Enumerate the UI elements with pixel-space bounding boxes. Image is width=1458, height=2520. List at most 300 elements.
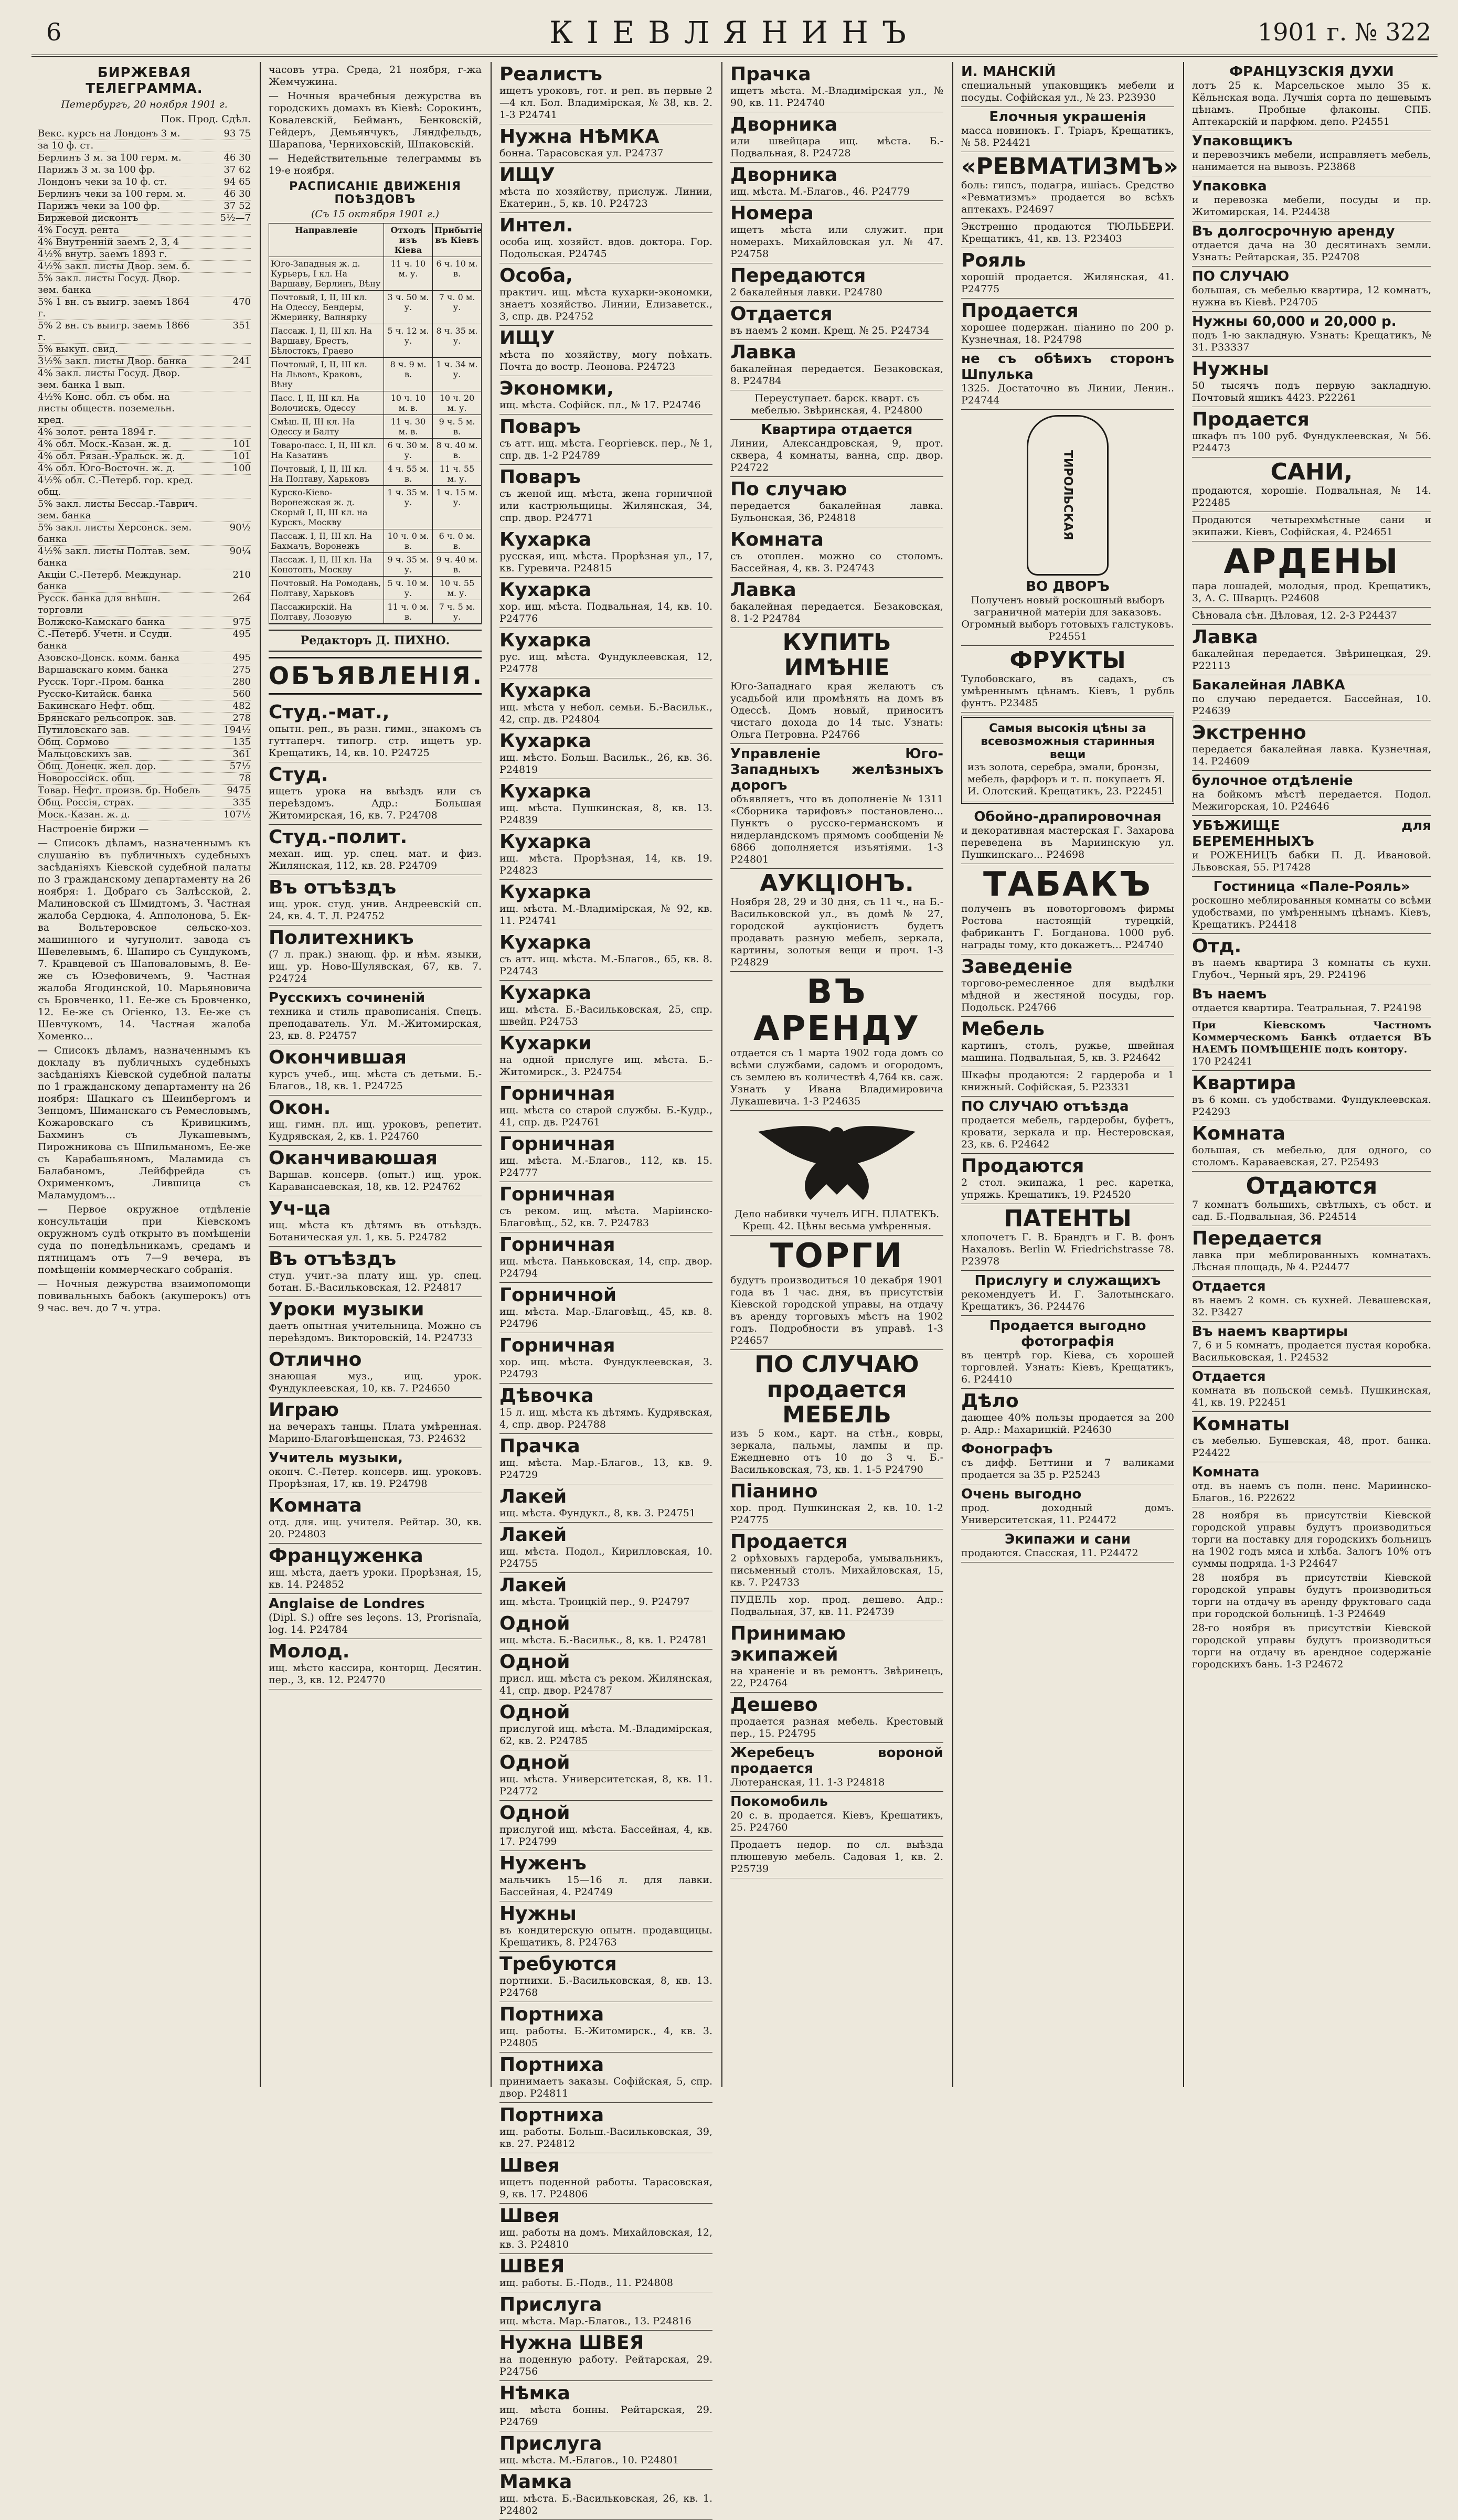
ad-text: опытн. реп., въ разн. гимн., знакомъ съ гуттаперч. типогр. стр. ищетъ ур. Крещатикъ, 14, кв. 10. Р24725 xyxy=(269,723,482,759)
classified-ad xyxy=(499,981,712,1031)
exchange-label: 4% обл. Моск.-Казан. ж. д. xyxy=(38,439,172,450)
exchange-row xyxy=(38,188,251,200)
classified-ad xyxy=(499,880,712,930)
exchange-row xyxy=(38,700,251,713)
train-arrival: 9 ч. 5 м. в. xyxy=(439,417,475,437)
consultation-notice: — Первое окружное отдѣленіе консультаціи при Кіевскомъ окружномъ судѣ открыто въ помѣщеніи суда по понедѣльникамъ, средамъ и пятницамъ отъ 7—9 вечера, въ помѣщеніи коммерческаго собранія. xyxy=(38,1204,251,1275)
timetable-subtitle: (Съ 15 октября 1901 г.) xyxy=(311,208,440,220)
ad-headline: Отлично xyxy=(269,1349,362,1370)
ad-headline: Кухарки xyxy=(499,1033,592,1054)
ad-text: съ атт. ищ. мѣста. М.-Благов., 65, кв. 8. Р24743 xyxy=(499,953,712,977)
timetable-row xyxy=(269,486,481,529)
ad-headline: Одной xyxy=(499,1651,570,1673)
exchange-label: 4% Внутренній заемъ 2, 3, 4 xyxy=(38,237,179,248)
ad-text: 15 л. ищ. мѣста къ дѣтямъ. Кудрявская, 4, спр. двор. Р24788 xyxy=(499,1407,712,1430)
ad-headline: Въ отъѣздъ xyxy=(269,877,397,898)
classified-ad xyxy=(499,2103,712,2153)
train-departure: 6 ч. 30 м. у. xyxy=(384,439,433,462)
classified-ad xyxy=(269,1146,482,1196)
ad-text: бонна. Тарасовская ул. Р24737 xyxy=(499,147,664,159)
exchange-value: 37 62 xyxy=(224,164,251,175)
exchange-value: 90½ xyxy=(229,522,251,533)
exchange-value: 101 xyxy=(232,439,251,450)
ad-text: принимаетъ заказы. Софійская, 5, спр. двор. Р24811 xyxy=(499,2076,712,2099)
ad-grocery: Бакалейная ЛАВКА по случаю передается. Бассейная, 10. Р24639 xyxy=(1192,675,1431,720)
ad-headline: Нуженъ xyxy=(499,1853,587,1874)
classified-ad xyxy=(499,2204,712,2254)
ad-text: мальчикъ 15—16 л. для лавки. Бассейная, 4. Р24749 xyxy=(499,1874,712,1898)
city-notice-1: 28 ноября въ присутствіи Кіевской городской управы будутъ производиться торги на поставку для городскихъ больницъ на 1902 годъ мяса и хлѣба. Залогъ 10% отъ суммы подряда. 1-3 Р24647 xyxy=(1192,1509,1431,1569)
classified-ad xyxy=(499,628,712,678)
ad-text: знающая муз., ищ. урок. Фундуклеевская, 10, кв. 7. Р24650 xyxy=(269,1370,482,1394)
exchange-row xyxy=(38,737,251,749)
exchange-label: Общ. Донецк. жел. дор. xyxy=(38,761,156,772)
market-mood: Настроеніе биржи — xyxy=(38,823,149,835)
exchange-row xyxy=(38,128,251,140)
exchange-row xyxy=(38,569,251,593)
ad-text: студ. учит.-за плату ищ. ур. спец. ботан. Б.-Васильковская, 12. Р24817 xyxy=(269,1270,482,1293)
timetable-header xyxy=(269,224,481,257)
ad-text: мѣста по хозяйству, могу поѣхать. Почта до востр. Леонова. Р24723 xyxy=(499,349,712,373)
ad-headline: Политехникъ xyxy=(269,927,414,949)
ad-long-lease: Въ долгосрочную аренду отдается дача на 30 десятинахъ земли. Узнать: Рейтарская, 35. Р24708 xyxy=(1192,221,1431,267)
classified-ad xyxy=(499,124,712,163)
exchange-value xyxy=(204,344,251,355)
ad-upholstery: Обойно-драпировочная и декоративная мастерская Г. Захарова переведена въ Мариинскую ул. Пушкинскаго... Р24698 xyxy=(961,807,1174,864)
telegram-note: — Недействительные телеграммы въ 19-е ноября. xyxy=(269,153,482,176)
train-direction: Пассаж. I, II, III кл. На Конотопъ, Москву xyxy=(269,553,384,576)
ad-text: ищ. мѣста, даетъ уроки. Прорѣзная, 15, кв. 14. Р24852 xyxy=(269,1567,482,1590)
exchange-row xyxy=(38,356,251,368)
ad-business: Дѣло дающее 40% пользы продается за 200 р. Адр.: Махарицкій. Р24630 xyxy=(961,1389,1174,1439)
train-departure: 5 ч. 12 м. у. xyxy=(384,324,433,357)
exchange-label: Брянскаго рельсопрок. зав. xyxy=(38,713,176,724)
exchange-row xyxy=(38,688,251,700)
ad-text: бакалейная передается. Безаковская, 8. Р24784 xyxy=(730,363,943,387)
ad-text: ищ. мѣста. Прорѣзная, 14, кв. 19. Р24823 xyxy=(499,853,712,876)
ads-heading: ОБЪЯВЛЕНІЯ. xyxy=(269,657,482,695)
classified-ad xyxy=(730,112,943,163)
exchange-label: 4% Госуд. рента xyxy=(38,225,120,236)
classified-ad xyxy=(499,263,712,326)
ad-headline: Особа, xyxy=(499,265,573,286)
classified-ad xyxy=(269,1247,482,1297)
classified-ad xyxy=(269,1096,482,1146)
classified-ad xyxy=(499,1031,712,1081)
classified-ad xyxy=(499,2431,712,2470)
exchange-label: Варшавскаго комм. банка xyxy=(38,664,168,675)
classified-ad xyxy=(269,1639,482,1689)
classified-ad xyxy=(730,201,943,263)
train-direction: Пассажирскій. На Полтаву, Лозовую xyxy=(269,600,384,623)
exchange-label: 4½% внутр. заемъ 1893 г. xyxy=(38,249,167,260)
ad-headline: Нужна НѢМКА xyxy=(499,126,659,147)
column-6 xyxy=(1186,62,1438,2087)
classified-ad xyxy=(499,1650,712,1700)
exchange-value xyxy=(204,368,251,391)
classified-ad xyxy=(499,1132,712,1182)
ad-sells: Продаетъ недор. по сл. выѣзда плюшевую мебель. Садовая 1, кв. 2. Р25739 xyxy=(730,1837,943,1878)
classified-ad xyxy=(730,62,943,112)
train-direction: Почтовый, I, II, III кл. На Львовъ, Краковъ, Вѣну xyxy=(269,358,384,391)
exchange-label: Азовско-Донск. комм. банка xyxy=(38,652,179,663)
timetable-row xyxy=(269,324,481,358)
ad-text: даетъ опытная учительница. Можно съ переѣздомъ. Викторовскій, 14. Р24733 xyxy=(269,1320,482,1344)
exchange-value: 9475 xyxy=(227,785,251,796)
exchange-row xyxy=(38,439,251,451)
ad-sleighs-2: Продаются четырехмѣстные сани и экипажи. Кіевъ, Софійская, 4. Р24651 xyxy=(1192,512,1431,541)
ad-ardennes-horses: АРДЕНЫ пара лошадей, молодыя, прод. Крещатикъ, 3, А. С. Шварцъ. Р24608 xyxy=(1192,541,1431,608)
ad-wardrobes: Шкафы продаются: 2 гардероба и 1 книжный. Софійская, 5. Р23331 xyxy=(961,1067,1174,1097)
train-departure: 11 ч. 30 м. в. xyxy=(384,415,433,438)
ad-text: ищ. мѣста. Б.-Васильковская, 25, спр. швейц. Р24753 xyxy=(499,1004,712,1027)
ad-headline: Портниха xyxy=(499,2104,604,2126)
exchange-row xyxy=(38,809,251,821)
classified-ad xyxy=(499,1573,712,1611)
classified-ad xyxy=(269,1297,482,1347)
ad-fruits: ФРУКТЫ Тулобовскаго, въ садахъ, съ умѣреннымъ цѣнамъ. Кіевъ, 1 рубль фунтъ. Р23485 xyxy=(961,646,1174,713)
ad-for-rent: Въ наемъ отдается квартира. Театральная, 7. Р24198 xyxy=(1192,984,1431,1017)
column-rule xyxy=(260,62,261,2087)
exchange-row xyxy=(38,344,251,356)
exchange-label: Берлинъ 3 м. за 100 герм. м. xyxy=(38,152,182,163)
exchange-label: 5% закл. листы Бессар.-Таврич. зем. банка xyxy=(38,498,198,521)
exchange-title: БИРЖЕВАЯ ТЕЛЕГРАММА. xyxy=(86,65,203,97)
ad-text: ищетъ мѣста или служит. при номерахъ. Михайловская ул. № 47. Р24758 xyxy=(730,224,943,260)
ad-transfer: Передается лавка при меблированныхъ комнатахъ. Лѣсная площадь, № 4. Р24477 xyxy=(1192,1226,1431,1277)
ad-furniture-sale: ПО СЛУЧАЮ продается МЕБЕЛЬ изъ 5 ком., карт. на стѣн., ковры, зеркала, пальмы, лампы и пр. Ежедневно отъ 10 до 3 ч. Б.-Васильковская, 73, кв. 1. 1-5 Р24790 xyxy=(730,1350,943,1479)
exchange-columns: Пок. Прод. Сдѣл. xyxy=(161,113,251,125)
classified-ad xyxy=(499,779,712,830)
train-arrival: 11 ч. 55 м. у. xyxy=(439,464,475,484)
exchange-row xyxy=(38,785,251,797)
city-notice-2: 28 ноября въ присутствіи Кіевской городской управы будутъ производиться торги на отдачу въ аренду фруктоваго сада при городской больницѣ. 1-3 Р24649 xyxy=(1192,1572,1431,1620)
eagle-icon xyxy=(748,1116,926,1205)
court-list: — Списокъ дѣламъ, назначеннымъ къ слушанію въ публичныхъ судебныхъ засѣданіяхъ Кіевской судебной палаты по 3 гражданскому департаменту на 26 ноября: 1. Добраго съ Залѣсской, 2. Малиновской съ Шмидтомъ, 3. Частная жалоба Сердюка, 4. Апполонова, 5. Ек-ва Вольтеровское сельско-хоз. машинного и чугунолит. завода съ Шевелевымъ, 6. Шапиро съ Сундукомъ, 7. Кравцевой съ Шаповаловымъ, 8. Ее-же съ Юзефовичемъ, 9. Частная жалоба Ягодинской, 10. Марьяновича съ Бровченко, 11. Ее-же съ Бровченко, 12. Ее-же съ Огіенко, 13. Ее-же съ Шевчукомъ, 14. Частная жалоба Хоменко... xyxy=(38,837,251,1042)
classified-ad xyxy=(499,2381,712,2431)
ad-antiques: Самыя высокія цѣны за всевозможныя старинныя вещи изъ золота, серебра, эмали, бронзы, мебель, фарфоръ и т. п. покупаетъ Я. И. Олотский. Крещатикъ, 23. Р22451 xyxy=(961,716,1174,804)
exchange-subtitle: Петербургъ, 20 ноября 1901 г. xyxy=(61,99,228,110)
ad-text: ищ. мѣста. Фундукл., 8, кв. 3. Р24751 xyxy=(499,1507,696,1519)
page-number: 6 xyxy=(46,18,62,46)
ad-text: (Dipl. S.) offre ses leçons. 13, Prorisnaïa, log. 14. Р24784 xyxy=(269,1612,482,1635)
ad-headline: Уроки музыки xyxy=(269,1299,424,1320)
exchange-label: Волжско-Камскаго банка xyxy=(38,616,165,628)
ad-text: 2 бакалейныя лавки. Р24780 xyxy=(730,286,882,298)
timetable-title: РАСПИСАНІЕ ДВИЖЕНІЯ ПОѢЗДОВЪ xyxy=(289,180,461,206)
ad-text: ищ. мѣста къ дѣтямъ въ отъѣздъ. Ботаническая ул. 1, кв. 5. Р24782 xyxy=(269,1219,482,1243)
timetable-row xyxy=(269,291,481,324)
ad-text: рус. ищ. мѣста. Фундуклеевская, 12, Р24778 xyxy=(499,651,712,675)
ad-for-sale: Продается шкафъ пъ 100 руб. Фундуклеевская, № 56. Р24473 xyxy=(1192,407,1431,458)
train-arrival: 8 ч. 35 м. у. xyxy=(436,326,478,346)
exchange-value xyxy=(204,261,251,272)
train-arrival: 10 ч. 55 м. у. xyxy=(439,578,475,598)
ad-sleighs: Экипажи и сани продаются. Спасская, 11. Р24472 xyxy=(961,1529,1174,1562)
ad-maternity-shelter: УБѢЖИЩЕ для БЕРЕМЕННЫХЪ и РОЖЕНИЦЪ бабки П. Д. Ивановой. Львовская, 55. Р17428 xyxy=(1192,816,1431,877)
classified-ad xyxy=(499,213,712,263)
exchange-value: 5½—7 xyxy=(220,212,251,224)
ad-headline: Прачка xyxy=(730,63,811,85)
tt-head-direction: Направленіе xyxy=(269,224,384,257)
ad-headline: Горничная xyxy=(499,1133,615,1155)
ad-apartment-transfer: Переуступает. барск. кварт. съ мебелью. Звѣринская, 4. Р24800 xyxy=(730,390,943,420)
ad-headline: Кухарка xyxy=(499,831,591,853)
ad-headline: Дворника xyxy=(730,114,838,135)
train-arrival: 7 ч. 0 м. у. xyxy=(439,292,475,312)
exchange-label: Биржевой дисконтъ xyxy=(38,212,139,224)
exchange-label: 5% выкуп. свид. xyxy=(38,344,119,355)
exchange-row xyxy=(38,749,251,761)
ad-text: ищетъ поденной работы. Тарасовская, 9, кв. 17. Р24806 xyxy=(499,2176,712,2200)
ad-tender: ТОРГИ будутъ производиться 10 декабря 1901 года въ 1 час. дня, въ присутствіи Кіевской городской управы, на отдачу въ аренду торговыхъ мѣстъ на 1902 годъ. Подробности въ управѣ. 1-3 Р24657 xyxy=(730,1236,943,1350)
exchange-label: 3½% закл. листы Двор. банка xyxy=(38,356,187,367)
ad-headline: ИЩУ xyxy=(499,164,555,186)
classified-ad xyxy=(499,1700,712,1750)
ad-text: ищ. мѣста. Б.-Васильковская, 26, кв. 1. Р24802 xyxy=(499,2493,712,2516)
ad-carriages: Принимаю экипажей на храненіе и въ ремонтъ. Звѣринецъ, 22, Р24764 xyxy=(730,1621,943,1693)
exchange-value: 278 xyxy=(232,713,251,724)
train-arrival: 8 ч. 40 м. в. xyxy=(436,440,478,460)
ad-loan: Нужны 60,000 и 20,000 р. подъ 1-ю закладную. Узнать: Крещатикъ, № 31. Р33337 xyxy=(1192,312,1431,357)
ad-text: ищ. мѣста со старой службы. Б.-Кудр., 41, спр. дв. Р24761 xyxy=(499,1104,712,1128)
classified-ad xyxy=(269,926,482,988)
column-4 xyxy=(724,62,950,2087)
ad-text: ищ. мѣста. Университетская, 8, кв. 11. Р24772 xyxy=(499,1773,712,1797)
ad-headline: Кухарка xyxy=(499,630,591,651)
ad-headline: Комната xyxy=(269,1495,362,1516)
ad-text: мѣста по хозяйству, прислуж. Линии, Екатерин., 5, кв. 10. Р24723 xyxy=(499,186,712,209)
classified-ad xyxy=(499,1283,712,1333)
classified-ad xyxy=(499,527,712,578)
ad-pianino: Піанино хор. прод. Пушкинская 2, кв. 10. 1-2 Р24775 xyxy=(730,1479,943,1529)
classified-ad xyxy=(269,1398,482,1448)
ad-bank-premises: При Кіевскомъ Частномъ Коммерческомъ Банкѣ отдается ВЪ НАЕМЪ ПОМѢЩЕНІЕ подъ контору. 170 Р24241 xyxy=(1192,1017,1431,1071)
exchange-value: 482 xyxy=(232,700,251,711)
ad-headline: Требуются xyxy=(499,1953,617,1975)
timetable-row xyxy=(269,600,481,624)
exchange-label: 4% обл. Рязан.-Уральск. ж. д. xyxy=(38,451,185,462)
exchange-label: Мальцовскихъ зав. xyxy=(38,749,132,760)
exchange-label: Общ. Сормово xyxy=(38,737,109,748)
ad-shop: Лавка бакалейная передается. Звѣринецкая, 29. Р22113 xyxy=(1192,625,1431,675)
ad-servants: Прислугу и служащихъ рекомендуетъ И. Г. Залотынскаго. Крещатикъ, 36. Р24476 xyxy=(961,1271,1174,1316)
classified-ad xyxy=(499,930,712,981)
ad-grand-piano: Рояль хорошій продается. Жилянская, 41. Р24775 xyxy=(961,248,1174,299)
column-rule xyxy=(952,62,953,2087)
exchange-label: 4½% закл. листы Полтав. зем. банка xyxy=(38,546,190,568)
timetable-row xyxy=(269,415,481,439)
classified-ad xyxy=(499,578,712,628)
ad-lease: ВЪ АРЕНДУ отдается съ 1 марта 1902 года домъ со всѣми службами, садомъ и огородомъ, съ землею въ количествѣ 4,764 кв. саж. Узнать у Ивана Владимировича Лукашевича. 1-3 Р24635 xyxy=(730,972,943,1111)
exchange-label: 4% закл. листы Госуд. Двор. зем. банка 1 вып. xyxy=(38,368,180,390)
exchange-row xyxy=(38,725,251,737)
ad-profitable-house: Очень выгодно прод. доходный домъ. Университетская, 11. Р24472 xyxy=(961,1484,1174,1529)
bottle-emblem: ТИРОЛЬСКАЯ xyxy=(1027,415,1109,576)
exchange-value: 264 xyxy=(232,593,251,604)
train-departure: 8 ч. 9 м. в. xyxy=(384,358,433,391)
exchange-value: 975 xyxy=(232,616,251,628)
train-departure: 11 ч. 0 м. в. xyxy=(384,600,433,623)
ad-headline: Кухарка xyxy=(499,730,591,752)
exchange-label: за 10 ф. ст. xyxy=(38,140,94,151)
classified-ad xyxy=(499,830,712,880)
exchange-row xyxy=(38,261,251,273)
ad-headline: ИЩУ xyxy=(499,327,555,349)
exchange-label: Парижъ 3 м. за 100 фр. xyxy=(38,164,155,175)
exchange-label: Русск. Торг.-Пром. банка xyxy=(38,676,164,687)
ad-headline: Горничной xyxy=(499,1284,617,1306)
exchange-label: 4½% обл. С.-Петерб. гор. кред. общ. xyxy=(38,475,194,497)
train-departure: 3 ч. 50 м. у. xyxy=(384,291,433,324)
ad-poodle: ПУДЕЛЬ хор. прод. дешево. Адр.: Подвальная, 37, кв. 11. Р24739 xyxy=(730,1592,943,1621)
exchange-label: Парижъ чеки за 100 фр. xyxy=(38,200,160,211)
column-3 xyxy=(493,62,719,2516)
ad-locomobile: Покомобиль 20 с. в. продается. Кіевъ, Крещатикъ, 25. Р24760 xyxy=(730,1792,943,1837)
classified-ad xyxy=(499,729,712,779)
ad-headline: Окон. xyxy=(269,1097,331,1119)
ad-headline: Прислуга xyxy=(499,2433,602,2454)
column-rule xyxy=(721,62,722,2087)
classified-ad xyxy=(730,340,943,390)
ad-headline: Швея xyxy=(499,2205,560,2227)
ad-auction: АУКЦІОНЪ. Ноября 28, 29 и 30 дня, съ 11 ч., на Б.-Васильковской ул., въ домѣ № 27, городской аукціонистъ будетъ продавать разную мебель, зеркала, картины, золотыя вещи и проч. 1-3 Р24829 xyxy=(730,869,943,972)
train-direction: Пассаж. I, II, III кл. На Варшаву, Брестъ, Бѣлостокъ, Граево xyxy=(269,324,384,357)
train-departure: 10 ч. 0 м. в. xyxy=(384,529,433,552)
ad-headline: Дѣвочка xyxy=(499,1385,594,1407)
exchange-value: 275 xyxy=(232,664,251,675)
train-departure: 5 ч. 10 м. у. xyxy=(384,577,433,600)
ad-text: ищ. работы. Больш.-Васильковская, 39, кв. 27. Р24812 xyxy=(499,2126,712,2150)
ad-text: ищ. мѣста. Мар.-Благовѣщ., 45, кв. 8. Р24796 xyxy=(499,1306,712,1330)
ad-text: особа ищ. хозяйст. вдов. доктора. Гор. Подольская. Р24745 xyxy=(499,236,712,260)
exchange-row xyxy=(38,176,251,188)
ad-headline: Горничная xyxy=(499,1234,615,1256)
ad-text: ищ. работы. Б.-Подв., 11. Р24808 xyxy=(499,2277,673,2289)
exchange-label: С.-Петерб. Учетн. и Ссуди. банка xyxy=(38,629,173,651)
exchange-value xyxy=(204,225,251,236)
ad-headline: Кухарка xyxy=(499,680,591,701)
ad-headline: Горничная xyxy=(499,1083,615,1104)
ad-text: ищетъ урока на выѣздъ или съ переѣздомъ. Адр.: Большая Житомирская, 16, кв. 7. Р24708 xyxy=(269,785,482,821)
ad-headline: Отдается xyxy=(730,303,833,325)
exchange-value: 351 xyxy=(232,320,251,331)
ad-text: техника и стиль правописанія. Спецъ. преподаватель. Ул. М.-Житомирская, 23, кв. 8. Р24757 xyxy=(269,1006,482,1041)
ad-text: ищ. мѣста. Мар.-Благов., 13. Р24816 xyxy=(499,2315,691,2327)
classified-ad xyxy=(499,2470,712,2520)
column-rule xyxy=(1183,62,1184,2087)
ad-text: ищ. мѣста бонны. Рейтарская, 29. Р24769 xyxy=(499,2404,712,2428)
ad-headline: Кухарка xyxy=(499,982,591,1004)
ad-text: ищ. мѣста. Троицкій пер., 9. Р24797 xyxy=(499,1596,690,1608)
ad-room: Комната большая, съ мебелью, для одного, со столомъ. Караваевская, 27. Р25493 xyxy=(1192,1121,1431,1172)
ad-text: прислугой ищ. мѣста. Бассейная, 4, кв. 17. Р24799 xyxy=(499,1824,712,1847)
ad-text: ищетъ уроковъ, гот. и реп. въ первые 2—4 кл. Бол. Владимірская, № 38, кв. 2. 1-3 Р24741 xyxy=(499,85,712,121)
classified-ad xyxy=(499,1384,712,1434)
classified-ad xyxy=(269,825,482,875)
ad-text: на поденную работу. Рейтарская, 29. Р24756 xyxy=(499,2354,712,2377)
ad-apartment: Квартира отдается Линии, Александровская, 9, прот. сквера, 4 комнаты, ванна, спр. двор. Р24722 xyxy=(730,420,943,477)
ad-headline: Кухарка xyxy=(499,932,591,953)
exchange-row xyxy=(38,797,251,809)
exchange-value: 194½ xyxy=(224,725,251,736)
ad-room: Комната съ отоплен. можно со столомъ. Бассейная, 4, кв. 3. Р24743 xyxy=(730,527,943,578)
ad-urgent: Экстренно передается бакалейная лавка. Кузнечная, 14. Р24609 xyxy=(1192,720,1431,771)
exchange-row xyxy=(38,368,251,391)
exchange-value xyxy=(204,391,251,426)
train-direction: Почтовый, I, II, III кл. На Полтаву, Харьковъ xyxy=(269,462,384,485)
ad-headline: Мамка xyxy=(499,2471,572,2493)
ad-headline: Учитель музыки, xyxy=(269,1450,403,1466)
exchange-row xyxy=(38,475,251,498)
ad-hotel: Гостиница «Пале-Рояль» роскошно меблированныя комнаты со всѣми удобствами, по умѣреннымъ цѣнамъ. Кіевъ, Крещатикъ. Р24418 xyxy=(1192,877,1431,934)
ad-headline: Кухарка xyxy=(499,579,591,601)
exchange-row xyxy=(38,713,251,725)
train-direction: Курско-Кіево-Воронежская ж. д. Скорый I, II, III кл. на Курскъ, Москву xyxy=(269,486,384,529)
ad-headline: Нѣмка xyxy=(499,2383,570,2404)
exchange-row xyxy=(38,391,251,427)
ad-phonograph: Фонографъ съ дифф. Беттини и 7 валиками продается за 35 р. Р25243 xyxy=(961,1439,1174,1484)
train-direction: Пасс. I, II, III кл. На Волочискъ, Одессу xyxy=(269,391,384,414)
timetable-row xyxy=(269,358,481,391)
ad-carriages-sale: Продаются 2 стол. экипажа, 1 рес. каретка, упряжь. Крещатикъ, 19. Р24520 xyxy=(961,1154,1174,1204)
ad-text: механ. ищ. ур. спец. мат. и физ. Жилянская, 112, кв. 28. Р24709 xyxy=(269,848,482,871)
ad-for-sale: Продается хорошее подержан. піанино по 200 р. Кузнечная, 18. Р24798 xyxy=(961,299,1174,349)
issue-number: 1901 г. № 322 xyxy=(1258,18,1431,46)
ad-text: ищ. мѣста. М.-Благов., 10. Р24801 xyxy=(499,2454,679,2466)
train-departure: 4 ч. 55 м. в. xyxy=(384,462,433,485)
ad-rooms: Комнаты съ мебелью. Бушевская, 48, прот. банка. Р24422 xyxy=(1192,1412,1431,1462)
ad-headline: Одной xyxy=(499,1752,570,1773)
classified-ad xyxy=(499,376,712,414)
classified-ad xyxy=(499,163,712,213)
ad-headline: Поваръ xyxy=(499,416,581,438)
classified-ad xyxy=(269,1045,482,1096)
train-direction: Почтовый. На Ромодань, Полтаву, Харьковъ xyxy=(269,577,384,600)
exchange-label: Моск.-Казан. ж. д. xyxy=(38,809,130,820)
exchange-row xyxy=(38,676,251,688)
exchange-value: 210 xyxy=(232,569,251,580)
ad-text: или швейцара ищ. мѣста. Б.-Подвальная, 8. Р24728 xyxy=(730,135,943,159)
ad-rooms-let: Отдаются 7 комнатъ большихъ, свѣтлыхъ, съ обст. и сад. Б.-Подвальная, 36. Р24514 xyxy=(1192,1172,1431,1226)
exchange-label: Русско-Китайск. банка xyxy=(38,688,152,699)
classified-ad xyxy=(269,700,482,762)
exchange-value xyxy=(204,249,251,260)
ad-text: ищ. мѣсто кассира, конторщ. Десятин. пер., 3, кв. 12. Р24770 xyxy=(269,1662,482,1686)
ad-text: ищ. урок. студ. унив. Андреевскій сп. 24, кв. 4. Т. Л. Р24752 xyxy=(269,898,482,922)
classified-ad xyxy=(499,2002,712,2053)
exchange-label: 4½% Конс. обл. съ обм. на листы обществ. поземельн. кред. xyxy=(38,391,175,426)
timetable-row xyxy=(269,577,481,600)
ad-text: отд. для. ищ. учителя. Рейтар. 30, кв. 20. Р24803 xyxy=(269,1516,482,1540)
ad-railway-management: Управленіе Юго-Западныхъ желѣзныхъ дорогъ объявляетъ, что въ дополненіе № 1311 «Сборника тарифовъ» постановлено... Пунктъ о русско-германскомъ и нидерландскомъ прямомъ сообщеніи № 6866 дополняется изъятіями. 1-3 Р24801 xyxy=(730,744,943,869)
night-duty-doctors: — Ночныя врачебныя дежурства въ городскихъ домахъ въ Кіевѣ: Сорокинъ, Ковалевскій, Бейманъ, Бенковскій, Гейдеръ, Демьянчукъ, Ляндфельдъ, Шарапова, Черниховскій, Шпаковскій. xyxy=(269,90,482,150)
exchange-row xyxy=(38,463,251,475)
column-1 xyxy=(31,62,257,2087)
ad-photography: Продается выгодно фотографія въ центрѣ гор. Кіева, съ хорошей торговлей. Узнать: Кіевъ, Крещатикъ, 6. Р24410 xyxy=(961,1316,1174,1389)
ad-occasion: По случаю передается бакалейная лавка. Бульонская, 36, Р24818 xyxy=(730,477,943,527)
ad-headline: Играю xyxy=(269,1399,339,1421)
classified-ad xyxy=(499,1952,712,2002)
exchange-value xyxy=(204,273,251,296)
classified-ad xyxy=(269,1347,482,1398)
exchange-row xyxy=(38,225,251,237)
exchange-label: 5% закл. листы Херсонск. зем. банка xyxy=(38,522,192,545)
ad-headline: ШВЕЯ xyxy=(499,2256,565,2277)
classified-ad xyxy=(499,326,712,376)
exchange-value: 90¼ xyxy=(229,546,251,557)
ad-headline: Горничная xyxy=(499,1335,615,1356)
